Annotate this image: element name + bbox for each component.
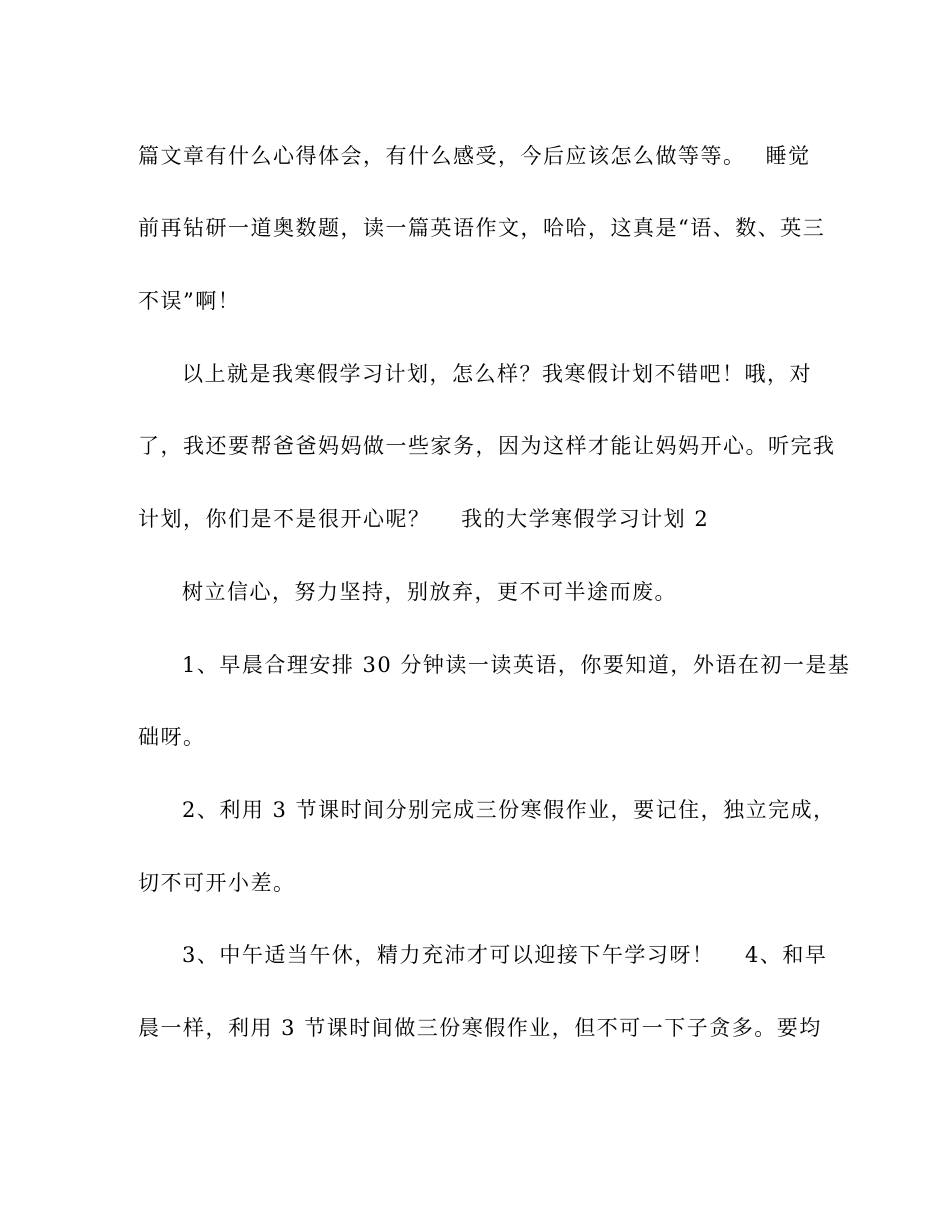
text-line: 篇文章有什么心得体会，有什么感受，今后应该怎么做等等。 睡觉 xyxy=(138,144,811,168)
text-line: 以上就是我寒假学习计划，怎么样？我寒假计划不错吧！哦，对 xyxy=(182,362,812,386)
text-line: 计划，你们是不是很开心呢？ 我的大学寒假学习计划 2 xyxy=(138,507,710,531)
text-line: 础呀。 xyxy=(138,725,206,749)
text-line: 1、早晨合理安排 30 分钟读一读英语，你要知道，外语在初一是基 xyxy=(182,653,851,677)
text-line: 不误”啊！ xyxy=(138,289,241,313)
text-line: 晨一样，利用 3 节课时间做三份寒假作业，但不可一下子贪多。要均 xyxy=(138,1016,822,1040)
text-line: 2、利用 3 节课时间分别完成三份寒假作业，要记住，独立完成， xyxy=(182,798,836,822)
text-line: 切不可开小差。 xyxy=(138,871,296,895)
text-line: 树立信心，努力坚持，别放弃，更不可半途而废。 xyxy=(182,580,677,604)
text-line: 3、中午适当午休，精力充沛才可以迎接下午学习呀！ 4、和早 xyxy=(182,943,828,967)
text-line: 前再钻研一道奥数题，读一篇英语作文，哈哈，这真是“语、数、英三 xyxy=(138,216,826,240)
text-line: 了，我还要帮爸爸妈妈做一些家务，因为这样才能让妈妈开心。听完我 xyxy=(138,434,836,458)
